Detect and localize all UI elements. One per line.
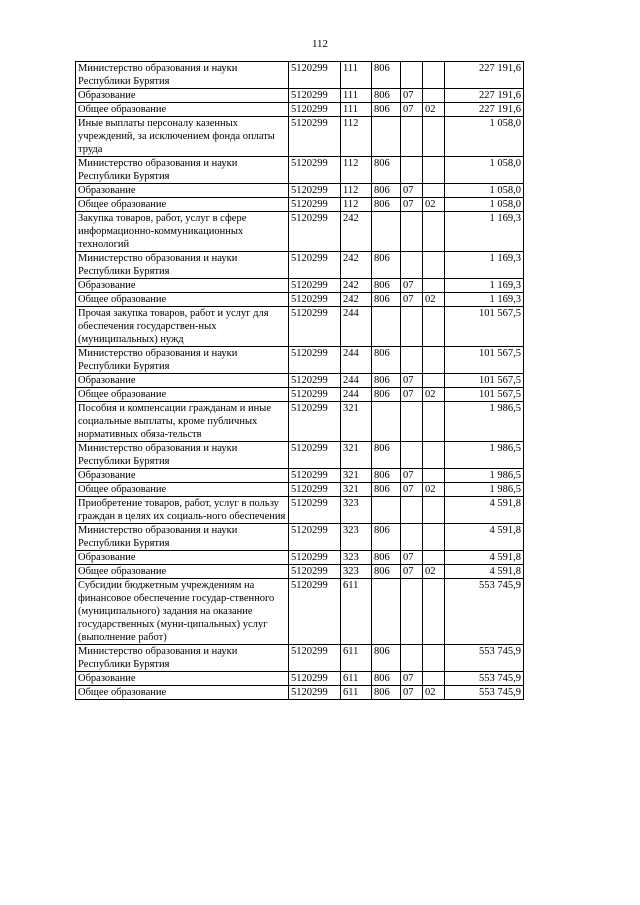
row-expense-type-cell: 321 <box>341 483 372 497</box>
table-row <box>76 307 524 347</box>
row-admin-code-cell: 806 <box>372 89 401 103</box>
row-admin-code-cell: 806 <box>372 252 401 279</box>
table-row <box>76 497 524 524</box>
row-expense-type-cell: 611 <box>341 645 372 672</box>
row-expense-type-cell: 242 <box>341 212 372 252</box>
row-name-cell: Министерство образования и науки Республики Бурятия <box>76 62 289 89</box>
row-expense-type-cell: 112 <box>341 157 372 184</box>
table-row <box>76 279 524 293</box>
row-code-cell: 5120299 <box>289 252 341 279</box>
row-admin-code-cell: 806 <box>372 645 401 672</box>
row-admin-code-cell: 806 <box>372 483 401 497</box>
row-admin-code-cell: 806 <box>372 442 401 469</box>
row-subsection-cell <box>423 307 445 347</box>
row-admin-code-cell: 806 <box>372 198 401 212</box>
row-section-cell: 07 <box>401 388 423 402</box>
row-admin-code-cell <box>372 497 401 524</box>
table-row <box>76 645 524 672</box>
row-admin-code-cell: 806 <box>372 524 401 551</box>
row-admin-code-cell: 806 <box>372 347 401 374</box>
row-admin-code-cell: 806 <box>372 672 401 686</box>
row-section-cell: 07 <box>401 469 423 483</box>
table-row <box>76 483 524 497</box>
row-subsection-cell <box>423 212 445 252</box>
row-name-cell: Иные выплаты персоналу казенных учреждений, за исключением фонда оплаты труда <box>76 117 289 157</box>
row-name-cell: Министерство образования и науки Республики Бурятия <box>76 442 289 469</box>
row-admin-code-cell <box>372 402 401 442</box>
row-expense-type-cell: 321 <box>341 442 372 469</box>
row-name-cell: Образование <box>76 279 289 293</box>
row-name-cell: Общее образование <box>76 103 289 117</box>
row-code-cell: 5120299 <box>289 117 341 157</box>
row-expense-type-cell: 242 <box>341 252 372 279</box>
row-section-cell: 07 <box>401 374 423 388</box>
table-row <box>76 347 524 374</box>
row-expense-type-cell: 111 <box>341 62 372 89</box>
row-section-cell: 07 <box>401 565 423 579</box>
row-code-cell: 5120299 <box>289 388 341 402</box>
row-code-cell: 5120299 <box>289 103 341 117</box>
row-sum-cell: 1 058,0 <box>445 157 524 184</box>
table-row <box>76 103 524 117</box>
table-row <box>76 293 524 307</box>
table-row <box>76 157 524 184</box>
row-sum-cell: 1 986,5 <box>445 469 524 483</box>
table-row <box>76 252 524 279</box>
row-section-cell: 07 <box>401 483 423 497</box>
row-expense-type-cell: 244 <box>341 307 372 347</box>
row-name-cell: Закупка товаров, работ, услуг в сфере информационно-коммуникационных технологий <box>76 212 289 252</box>
row-expense-type-cell: 611 <box>341 579 372 645</box>
table-row <box>76 62 524 89</box>
row-expense-type-cell: 242 <box>341 293 372 307</box>
row-subsection-cell <box>423 279 445 293</box>
row-subsection-cell <box>423 402 445 442</box>
row-expense-type-cell: 244 <box>341 374 372 388</box>
row-expense-type-cell: 112 <box>341 198 372 212</box>
row-code-cell: 5120299 <box>289 483 341 497</box>
row-sum-cell: 101 567,5 <box>445 307 524 347</box>
row-code-cell: 5120299 <box>289 293 341 307</box>
row-subsection-cell <box>423 672 445 686</box>
row-subsection-cell <box>423 551 445 565</box>
row-name-cell: Образование <box>76 374 289 388</box>
row-name-cell: Общее образование <box>76 293 289 307</box>
row-expense-type-cell: 611 <box>341 672 372 686</box>
row-admin-code-cell: 806 <box>372 293 401 307</box>
row-admin-code-cell: 806 <box>372 469 401 483</box>
row-code-cell: 5120299 <box>289 347 341 374</box>
row-admin-code-cell: 806 <box>372 388 401 402</box>
row-expense-type-cell: 244 <box>341 388 372 402</box>
table-row <box>76 212 524 252</box>
row-section-cell: 07 <box>401 551 423 565</box>
row-admin-code-cell: 806 <box>372 551 401 565</box>
row-sum-cell: 1 169,3 <box>445 279 524 293</box>
row-section-cell: 07 <box>401 686 423 700</box>
row-name-cell: Министерство образования и науки Республики Бурятия <box>76 645 289 672</box>
row-section-cell: 07 <box>401 293 423 307</box>
row-section-cell <box>401 307 423 347</box>
row-admin-code-cell: 806 <box>372 184 401 198</box>
row-name-cell: Общее образование <box>76 686 289 700</box>
row-sum-cell: 1 986,5 <box>445 402 524 442</box>
row-section-cell <box>401 252 423 279</box>
row-sum-cell: 1 169,3 <box>445 293 524 307</box>
row-sum-cell: 4 591,8 <box>445 565 524 579</box>
row-section-cell <box>401 62 423 89</box>
row-section-cell: 07 <box>401 279 423 293</box>
row-code-cell: 5120299 <box>289 198 341 212</box>
row-sum-cell: 101 567,5 <box>445 388 524 402</box>
row-code-cell: 5120299 <box>289 307 341 347</box>
budget-table <box>75 61 524 700</box>
row-name-cell: Министерство образования и науки Республики Бурятия <box>76 347 289 374</box>
row-code-cell: 5120299 <box>289 565 341 579</box>
row-admin-code-cell: 806 <box>372 374 401 388</box>
table-row <box>76 551 524 565</box>
row-subsection-cell: 02 <box>423 198 445 212</box>
row-expense-type-cell: 111 <box>341 89 372 103</box>
row-code-cell: 5120299 <box>289 62 341 89</box>
row-expense-type-cell: 244 <box>341 347 372 374</box>
row-code-cell: 5120299 <box>289 524 341 551</box>
row-sum-cell: 227 191,6 <box>445 89 524 103</box>
row-subsection-cell: 02 <box>423 293 445 307</box>
row-sum-cell: 1 986,5 <box>445 483 524 497</box>
table-row <box>76 89 524 103</box>
row-subsection-cell <box>423 579 445 645</box>
row-section-cell: 07 <box>401 184 423 198</box>
row-section-cell <box>401 117 423 157</box>
row-sum-cell: 1 058,0 <box>445 184 524 198</box>
row-code-cell: 5120299 <box>289 469 341 483</box>
row-section-cell <box>401 579 423 645</box>
table-row <box>76 469 524 483</box>
row-name-cell: Образование <box>76 672 289 686</box>
row-code-cell: 5120299 <box>289 442 341 469</box>
row-subsection-cell: 02 <box>423 388 445 402</box>
row-sum-cell: 553 745,9 <box>445 645 524 672</box>
row-name-cell: Общее образование <box>76 565 289 579</box>
budget-table-body <box>76 62 524 700</box>
row-name-cell: Образование <box>76 89 289 103</box>
row-admin-code-cell <box>372 117 401 157</box>
row-subsection-cell <box>423 184 445 198</box>
row-sum-cell: 553 745,9 <box>445 672 524 686</box>
row-section-cell <box>401 645 423 672</box>
table-row <box>76 524 524 551</box>
row-sum-cell: 4 591,8 <box>445 524 524 551</box>
row-section-cell: 07 <box>401 103 423 117</box>
row-name-cell: Общее образование <box>76 483 289 497</box>
row-admin-code-cell: 806 <box>372 157 401 184</box>
row-expense-type-cell: 112 <box>341 184 372 198</box>
row-code-cell: 5120299 <box>289 374 341 388</box>
row-subsection-cell <box>423 469 445 483</box>
row-subsection-cell: 02 <box>423 483 445 497</box>
row-name-cell: Министерство образования и науки Республики Бурятия <box>76 524 289 551</box>
row-expense-type-cell: 611 <box>341 686 372 700</box>
row-code-cell: 5120299 <box>289 672 341 686</box>
row-name-cell: Общее образование <box>76 388 289 402</box>
row-name-cell: Образование <box>76 184 289 198</box>
row-section-cell <box>401 497 423 524</box>
row-name-cell: Прочая закупка товаров, работ и услуг для обеспечения государствен-ных (муниципальных) нужд <box>76 307 289 347</box>
row-code-cell: 5120299 <box>289 551 341 565</box>
row-expense-type-cell: 111 <box>341 103 372 117</box>
row-sum-cell: 4 591,8 <box>445 497 524 524</box>
row-sum-cell: 227 191,6 <box>445 62 524 89</box>
row-sum-cell: 553 745,9 <box>445 686 524 700</box>
row-admin-code-cell <box>372 307 401 347</box>
row-code-cell: 5120299 <box>289 497 341 524</box>
row-admin-code-cell: 806 <box>372 565 401 579</box>
row-code-cell: 5120299 <box>289 686 341 700</box>
row-section-cell: 07 <box>401 89 423 103</box>
row-name-cell: Министерство образования и науки Республики Бурятия <box>76 157 289 184</box>
row-section-cell <box>401 402 423 442</box>
row-sum-cell: 1 169,3 <box>445 252 524 279</box>
row-sum-cell: 553 745,9 <box>445 579 524 645</box>
table-row <box>76 579 524 645</box>
row-sum-cell: 227 191,6 <box>445 103 524 117</box>
row-section-cell <box>401 212 423 252</box>
table-row <box>76 117 524 157</box>
row-admin-code-cell <box>372 579 401 645</box>
row-code-cell: 5120299 <box>289 89 341 103</box>
row-sum-cell: 101 567,5 <box>445 347 524 374</box>
row-section-cell: 07 <box>401 198 423 212</box>
row-subsection-cell <box>423 62 445 89</box>
row-sum-cell: 4 591,8 <box>445 551 524 565</box>
row-name-cell: Субсидии бюджетным учреждениям на финансовое обеспечение государ-ственного (муниципального) задания на оказание государственных (муни-ципальных) услуг (выполнение работ) <box>76 579 289 645</box>
row-code-cell: 5120299 <box>289 579 341 645</box>
row-section-cell: 07 <box>401 672 423 686</box>
row-expense-type-cell: 321 <box>341 469 372 483</box>
table-row <box>76 565 524 579</box>
row-subsection-cell <box>423 497 445 524</box>
row-subsection-cell <box>423 524 445 551</box>
row-section-cell <box>401 524 423 551</box>
row-sum-cell: 101 567,5 <box>445 374 524 388</box>
row-expense-type-cell: 323 <box>341 565 372 579</box>
table-row <box>76 442 524 469</box>
row-section-cell <box>401 442 423 469</box>
row-subsection-cell <box>423 252 445 279</box>
row-code-cell: 5120299 <box>289 279 341 293</box>
row-subsection-cell <box>423 374 445 388</box>
row-admin-code-cell: 806 <box>372 103 401 117</box>
row-admin-code-cell: 806 <box>372 279 401 293</box>
row-sum-cell: 1 169,3 <box>445 212 524 252</box>
row-name-cell: Министерство образования и науки Республики Бурятия <box>76 252 289 279</box>
table-row <box>76 402 524 442</box>
row-expense-type-cell: 323 <box>341 497 372 524</box>
row-subsection-cell <box>423 347 445 374</box>
row-expense-type-cell: 242 <box>341 279 372 293</box>
row-sum-cell: 1 058,0 <box>445 198 524 212</box>
row-expense-type-cell: 323 <box>341 524 372 551</box>
row-admin-code-cell <box>372 212 401 252</box>
row-section-cell <box>401 157 423 184</box>
row-code-cell: 5120299 <box>289 157 341 184</box>
row-expense-type-cell: 321 <box>341 402 372 442</box>
table-row <box>76 686 524 700</box>
row-admin-code-cell: 806 <box>372 62 401 89</box>
row-code-cell: 5120299 <box>289 402 341 442</box>
row-subsection-cell <box>423 89 445 103</box>
row-name-cell: Общее образование <box>76 198 289 212</box>
row-code-cell: 5120299 <box>289 184 341 198</box>
row-expense-type-cell: 323 <box>341 551 372 565</box>
row-sum-cell: 1 986,5 <box>445 442 524 469</box>
row-name-cell: Образование <box>76 469 289 483</box>
row-code-cell: 5120299 <box>289 645 341 672</box>
row-admin-code-cell: 806 <box>372 686 401 700</box>
row-subsection-cell <box>423 645 445 672</box>
row-code-cell: 5120299 <box>289 212 341 252</box>
table-row <box>76 672 524 686</box>
row-subsection-cell: 02 <box>423 103 445 117</box>
row-subsection-cell: 02 <box>423 565 445 579</box>
table-row <box>76 374 524 388</box>
table-row <box>76 388 524 402</box>
row-name-cell: Образование <box>76 551 289 565</box>
table-row <box>76 184 524 198</box>
row-subsection-cell <box>423 157 445 184</box>
row-name-cell: Пособия и компенсации гражданам и иные социальные выплаты, кроме публичных нормативных обяза-тельств <box>76 402 289 442</box>
row-subsection-cell: 02 <box>423 686 445 700</box>
row-name-cell: Приобретение товаров, работ, услуг в пользу граждан в целях их социаль-ного обеспечения <box>76 497 289 524</box>
table-row <box>76 198 524 212</box>
row-section-cell <box>401 347 423 374</box>
page-number: 112 <box>311 38 329 50</box>
row-expense-type-cell: 112 <box>341 117 372 157</box>
row-subsection-cell <box>423 117 445 157</box>
row-sum-cell: 1 058,0 <box>445 117 524 157</box>
row-subsection-cell <box>423 442 445 469</box>
